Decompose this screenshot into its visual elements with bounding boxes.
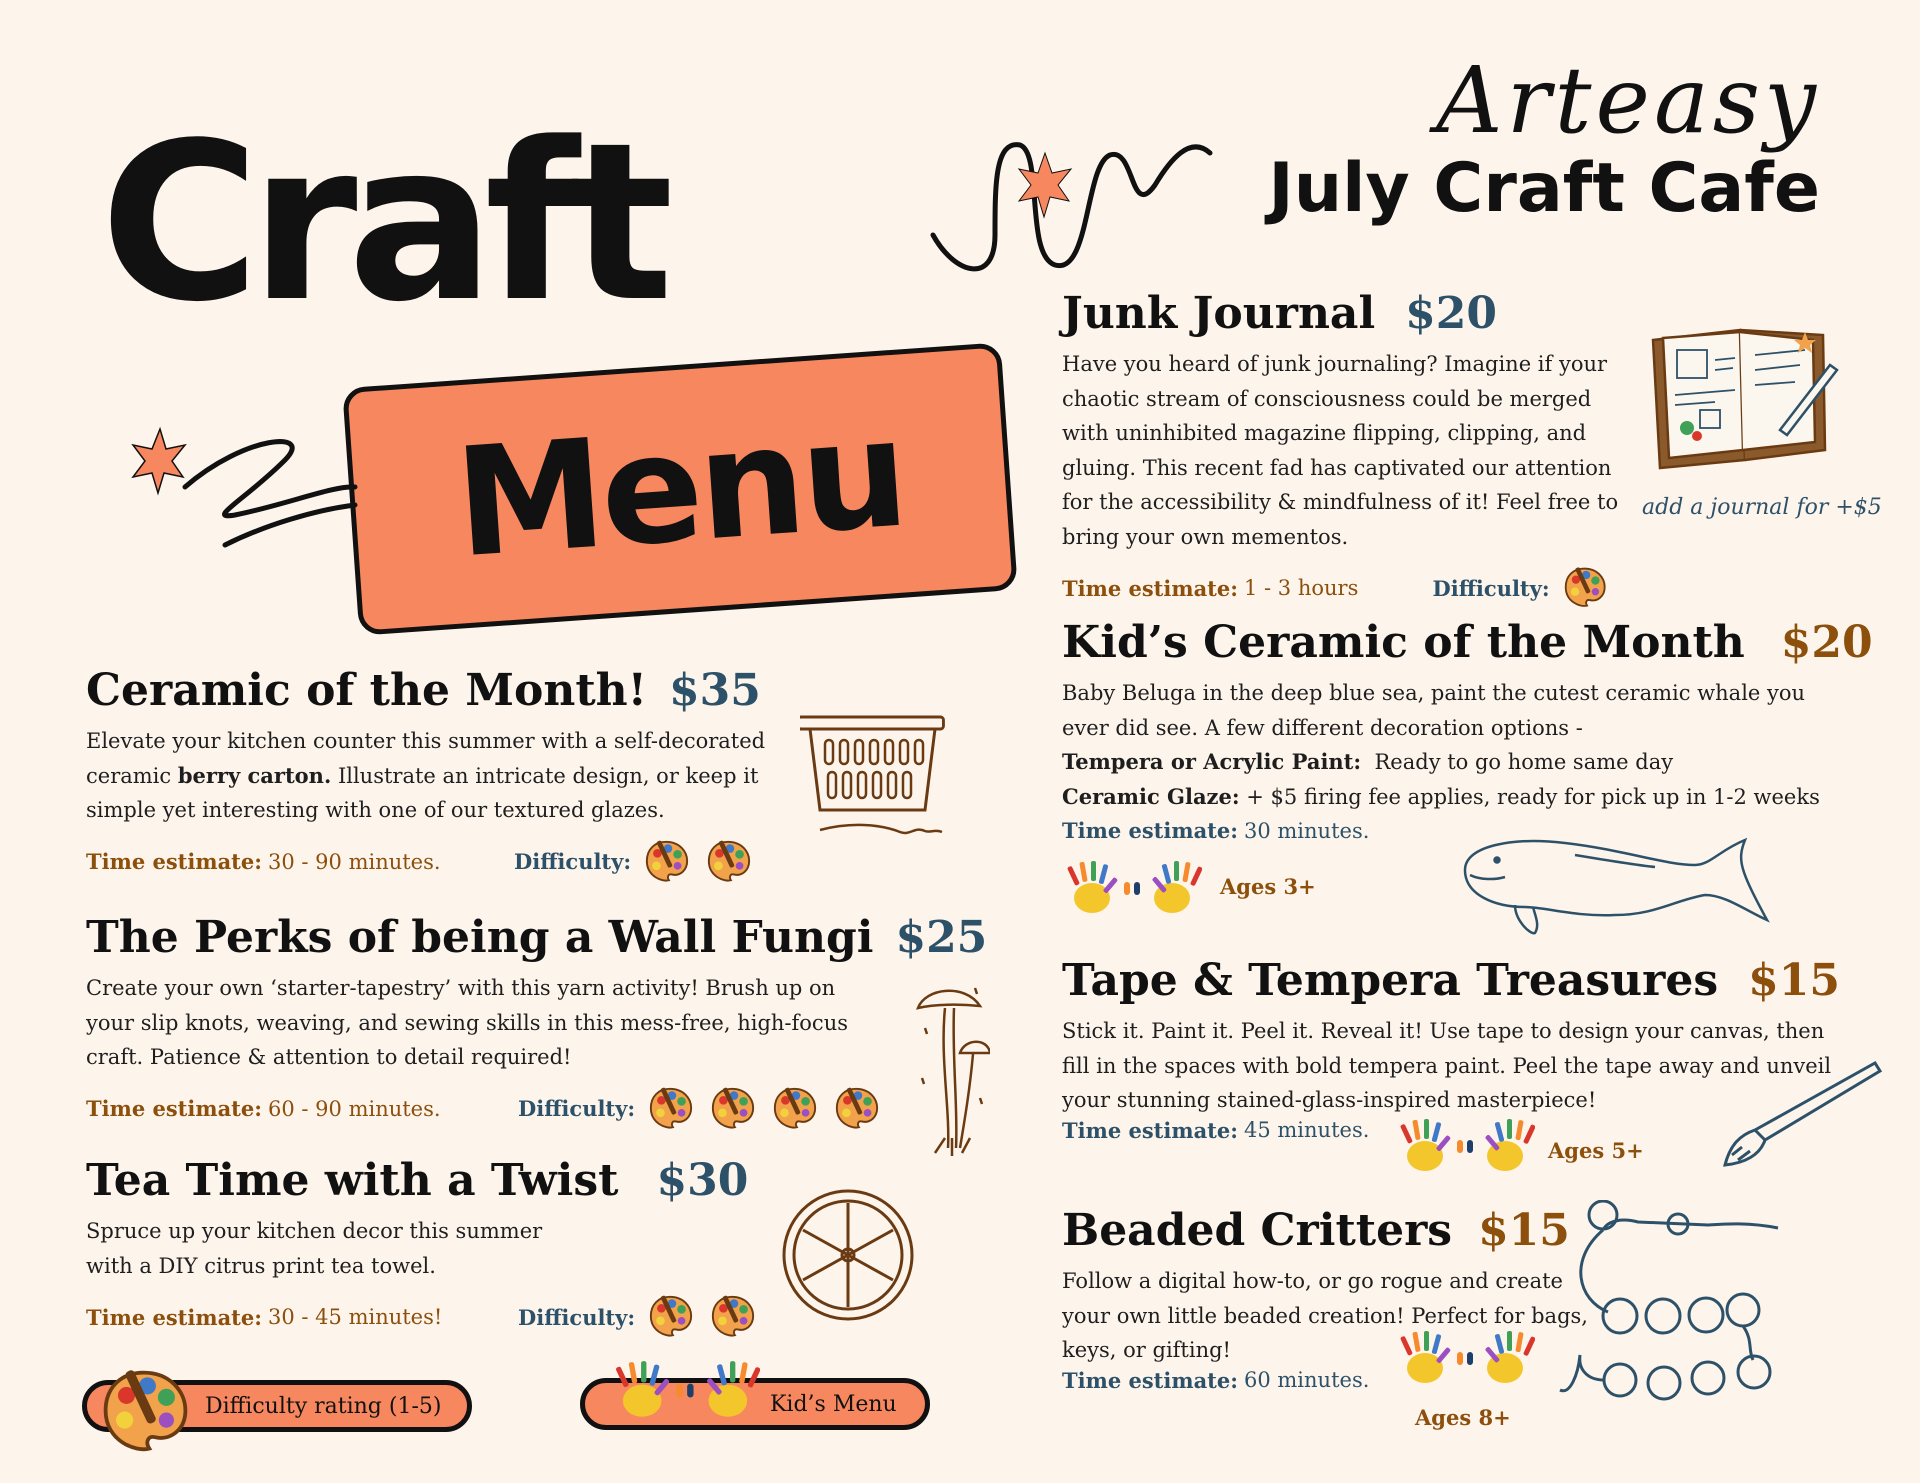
berry-basket-icon <box>800 712 945 847</box>
item-title: Ceramic of the Month! <box>86 665 647 716</box>
palette-icon <box>98 1365 193 1460</box>
palette-icon <box>709 1085 757 1133</box>
kids-hands-icon <box>1395 1330 1535 1400</box>
ages-label: Ages 8+ <box>1415 1405 1511 1430</box>
desc-text-cont: Illustrate an intricate design, or keep it simple yet interesting with one of our textured glazes. <box>86 763 759 822</box>
palette-icon <box>709 1293 757 1341</box>
item-title-row <box>1062 955 1882 1006</box>
menu-item-wall-fungi <box>86 912 986 1133</box>
item-title: Junk Journal <box>1062 288 1376 339</box>
brand <box>1268 47 1820 228</box>
time-value: 30 - 90 minutes. <box>268 849 441 874</box>
menu-item-junk-journal <box>1062 288 1622 612</box>
title-craft: Craft <box>100 97 664 350</box>
item-title: Beaded Critters <box>1062 1205 1453 1256</box>
option-glaze <box>1062 780 1882 815</box>
item-title: Tape & Tempera Treasures <box>1062 955 1719 1006</box>
item-description: Spruce up your kitchen decor this summer with a DIY citrus print tea towel. <box>86 1219 543 1278</box>
item-meta <box>1062 564 1622 612</box>
beluga-whale-icon <box>1455 825 1775 945</box>
time-value: 30 minutes. <box>1244 818 1370 843</box>
option-label: Tempera or Acrylic Paint: <box>1062 749 1362 774</box>
difficulty-legend-label: Difficulty rating (1-5) <box>205 1393 442 1419</box>
ages-label: Ages 5+ <box>1548 1138 1644 1163</box>
time-label: Time estimate: <box>1062 1117 1238 1143</box>
item-title: Tea Time with a Twist <box>86 1155 619 1206</box>
option-text: + $5 firing fee applies, ready for pick up in 1-2 weeks <box>1239 784 1820 809</box>
add-journal-note: add a journal for +$5 <box>1642 495 1882 520</box>
item-title-row <box>86 1155 806 1206</box>
palette-icon <box>647 1293 695 1341</box>
item-title: Kid’s Ceramic of the Month <box>1062 617 1745 668</box>
time-value: 1 - 3 hours <box>1244 576 1359 600</box>
time-value: 30 - 45 minutes! <box>268 1305 443 1329</box>
time-label: Time estimate: <box>86 849 262 874</box>
item-price: $15 <box>1748 955 1840 1006</box>
paintbrush-icon <box>1710 1055 1885 1170</box>
menu-item-tea-time <box>86 1155 806 1341</box>
wave-star-decoration <box>925 125 1215 290</box>
item-price: $25 <box>895 912 988 963</box>
item-price: $20 <box>1405 288 1498 339</box>
item-description: Stick it. Paint it. Peel it. Reveal it! Use tape to design your canvas, then fill in the spaces with bold tempera paint. Peel the tape away and unveil your stunning stained-glass-inspired masterpiece! <box>1062 1019 1832 1112</box>
kids-hands-icon <box>1395 1118 1535 1188</box>
item-price: $35 <box>668 665 761 716</box>
squiggle-star-decoration <box>115 415 375 565</box>
time-label: Time estimate: <box>86 1096 262 1121</box>
difficulty-label: Difficulty: <box>518 1096 636 1121</box>
time-value: 45 minutes. <box>1244 1118 1370 1142</box>
item-title-row <box>1062 288 1622 339</box>
option-label: Ceramic Glaze: <box>1062 783 1240 809</box>
palette-icon <box>647 1085 695 1133</box>
kids-hands-icon <box>1062 860 1202 930</box>
item-price: $20 <box>1780 617 1873 668</box>
item-title-row <box>1062 1205 1622 1256</box>
item-title: The Perks of being a Wall Fungi <box>86 912 874 963</box>
time-value: 60 - 90 minutes. <box>268 1096 441 1121</box>
difficulty-label: Difficulty: <box>514 849 632 874</box>
menu-item-beaded-critters <box>1062 1205 1622 1393</box>
palette-icon <box>705 838 753 886</box>
journal-icon <box>1645 310 1845 480</box>
desc-bold-text: berry carton. <box>177 762 332 788</box>
ages-label: Ages 3+ <box>1220 874 1316 899</box>
item-title-row <box>86 665 806 716</box>
menu-item-ceramic-of-the-month <box>86 665 806 886</box>
citrus-slice-icon <box>778 1185 918 1325</box>
time-label: Time estimate: <box>1062 575 1238 601</box>
palette-icon <box>833 1085 881 1133</box>
brand-title: July Craft Cafe <box>1268 149 1820 228</box>
item-description <box>86 724 806 828</box>
desc-text: Elevate your kitchen counter this summer with a self-decorated ceramic <box>86 729 766 788</box>
palette-icon <box>771 1085 819 1133</box>
item-price: $15 <box>1478 1205 1570 1256</box>
option-text: Ready to go home same day <box>1361 750 1674 774</box>
item-meta <box>86 1085 986 1133</box>
item-meta <box>1062 1368 1622 1393</box>
item-meta <box>86 1293 806 1341</box>
item-description: Have you heard of junk journaling? Imagine if your chaotic stream of consciousness could be merged with uninhibited magazine flipping, clipping, and gluing. This recent fad has captivated our attention for the accessibility & mindfulness of it! Feel free to bring your own mementos. <box>1062 352 1619 549</box>
item-price: $30 <box>656 1155 749 1206</box>
mushroom-icon <box>910 978 990 1163</box>
item-description: Create your own ‘starter-tapestry’ with this yarn activity! Brush up on your slip knots, weaving, and sewing skills in this mess-free, high-focus craft. Patience & attention to detail required! <box>86 976 848 1069</box>
time-value: 60 minutes. <box>1244 1368 1370 1392</box>
time-label: Time estimate: <box>86 1304 262 1330</box>
kids-menu-legend-label: Kid’s Menu <box>770 1391 897 1417</box>
title-menu-banner <box>342 342 1018 635</box>
palette-icon <box>1562 564 1608 612</box>
title-menu: Menu <box>450 386 910 592</box>
item-description: Baby Beluga in the deep blue sea, paint the cutest ceramic whale you ever did see. A few different decoration options - <box>1062 681 1806 740</box>
option-tempera <box>1062 745 1882 780</box>
item-title-row <box>86 912 986 963</box>
item-meta <box>86 838 806 886</box>
kids-hands-icon <box>610 1360 760 1435</box>
menu-item-kids-ceramic <box>1062 617 1882 843</box>
bead-string-icon <box>1548 1200 1788 1410</box>
difficulty-label: Difficulty: <box>1432 575 1550 601</box>
brand-logo-script: Arteasy <box>1436 47 1820 154</box>
time-label: Time estimate: <box>1062 818 1238 843</box>
item-title-row <box>1062 617 1882 668</box>
difficulty-label: Difficulty: <box>518 1304 636 1330</box>
palette-icon <box>643 838 691 886</box>
item-description: Follow a digital how-to, or go rogue and create your own little beaded creation! Perfect for bags, keys, or gifting! <box>1062 1269 1588 1362</box>
time-label: Time estimate: <box>1062 1367 1238 1393</box>
